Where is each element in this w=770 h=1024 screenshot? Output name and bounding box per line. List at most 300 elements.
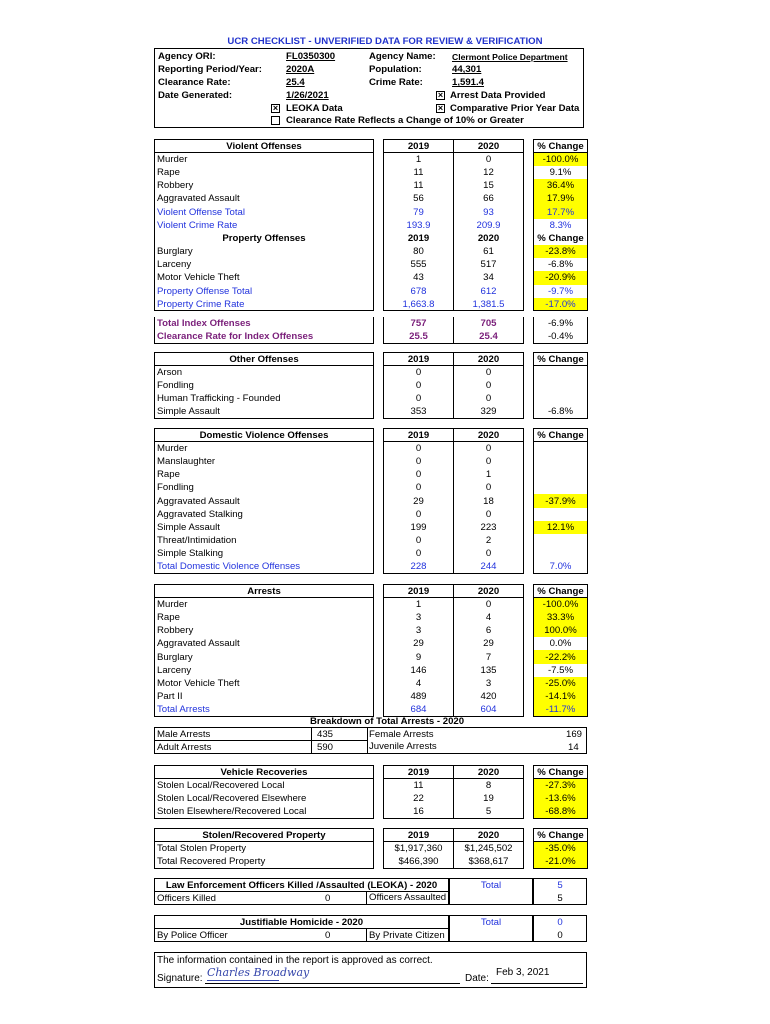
row-value-2020: 3 [454,677,524,690]
row-label: Total Stolen Property [155,842,374,855]
leoka-totals-box [533,878,587,905]
male-arrests-value: 435 [317,729,334,740]
row-value-2020: 329 [454,405,524,418]
homicide-total-police: 0 [557,917,563,928]
stolen-property-rows [155,842,588,868]
stolen-property-table [154,828,588,869]
row-label: Stolen Local/Recovered Local [155,779,374,792]
leoka-data-label: LEOKA Data [286,103,343,114]
row-percent-change: -23.8% [534,245,588,258]
signature-line [205,983,460,984]
row-label: Murder [155,598,374,611]
row-percent-change: 17.9% [534,192,588,205]
table-row [155,779,588,792]
row-value-2019: 0 [384,379,454,392]
row-value-2020: 93 [454,205,524,218]
female-arrests-value: 169 [566,729,583,740]
row-percent-change: -100.0% [534,153,588,166]
table-row [155,598,588,611]
other-year2-header: 2020 [454,353,524,366]
row-label: Aggravated Assault [155,192,374,205]
row-value-2020: 5 [454,805,524,818]
officers-assaulted-label: Officers Assaulted [369,892,447,903]
row-value-2020: 0 [454,442,524,455]
row-value-2020: 15 [454,179,524,192]
row-label: Arson [155,366,374,379]
table-row [155,521,588,534]
row-percent-change: -9.7% [534,285,588,298]
row-value-2020: 517 [454,258,524,271]
stolen-property-section [154,828,587,869]
row-percent-change: 0.0% [534,637,588,650]
row-value-2020: 0 [454,481,524,494]
row-value-2019: 1 [384,153,454,166]
vehicle-recoveries-table [154,765,588,819]
table-row [155,153,588,166]
table-row [155,677,588,690]
row-value-2019: 555 [384,258,454,271]
period-value: 2020A [286,64,315,75]
table-row [155,792,588,805]
row-value-2020: 612 [454,285,524,298]
row-value-2019: 678 [384,285,454,298]
row-value-2019: 0 [384,392,454,405]
leoka-title: Law Enforcement Officers Killed /Assaulted (LEOKA) - 2020 [165,880,438,891]
row-label: Rape [155,166,374,179]
offense-table [154,139,588,344]
table-row [155,205,588,218]
table-row [155,317,588,330]
row-value-2020: 420 [454,690,524,703]
row-value-2020: $368,617 [454,855,524,868]
row-value-2019: 9 [384,650,454,663]
juvenile-arrests-label: Juvenile Arrests [369,741,437,752]
row-percent-change: 33.3% [534,611,588,624]
row-label: Murder [155,153,374,166]
homicide-total-box [449,915,533,942]
row-value-2020: 2 [454,534,524,547]
stolen-property-header: Stolen/Recovered Property [155,829,374,842]
row-percent-change [534,481,588,494]
table-row [155,650,588,663]
table-row [155,192,588,205]
clearance-value: 25.4 [286,77,305,88]
approval-statement: The information contained in the report is approved as correct. [157,955,433,966]
domestic-violence-section [154,428,587,574]
officers-killed-label: Officers Killed [157,893,217,904]
violent-offenses-header: Violent Offenses [155,140,374,153]
row-percent-change: -6.8% [534,258,588,271]
stolen-change-header: % Change [534,829,588,842]
row-value-2019: 56 [384,192,454,205]
agency-name-label: Agency Name: [369,51,436,62]
table-row [155,245,588,258]
row-value-2020: 0 [454,547,524,560]
row-label: Property Offense Total [155,285,374,298]
row-value-2020: 6 [454,624,524,637]
table-row [155,508,588,521]
table-row [155,330,588,343]
homicide-total-label: Total [480,917,502,928]
row-label: Human Trafficking - Founded [155,392,374,405]
row-value-2019: 79 [384,205,454,218]
row-value-2020: 18 [454,494,524,507]
row-value-2019: 4 [384,677,454,690]
clearance-change-checkbox[interactable] [271,116,280,125]
row-value-2020: 0 [454,153,524,166]
row-percent-change: -20.9% [534,271,588,284]
population-label: Population: [369,64,422,75]
agency-ori-label: Agency ORI: [158,51,216,62]
row-percent-change: 8.3% [534,219,588,232]
row-value-2019: 757 [384,317,454,330]
table-row [155,179,588,192]
row-percent-change: -35.0% [534,842,588,855]
other-change-header: % Change [534,353,588,366]
violent-year2-header: 2020 [454,140,524,153]
other-offense-rows [155,366,588,419]
stolen-year1-header: 2019 [384,829,454,842]
date-generated-value: 1/26/2021 [286,90,329,101]
violent-change-header: % Change [534,140,588,153]
date-label: Date: [465,973,489,984]
row-value-2020: 604 [454,703,524,716]
row-label: Total Recovered Property [155,855,374,868]
table-row [155,285,588,298]
row-value-2019: 11 [384,779,454,792]
row-value-2020: 61 [454,245,524,258]
row-percent-change: -17.0% [534,298,588,311]
vehicle-recoveries-header: Vehicle Recoveries [155,766,374,779]
row-value-2020: 0 [454,379,524,392]
juvenile-arrests-value: 14 [568,742,579,753]
adult-arrests-label: Adult Arrests [157,742,212,753]
leoka-total-label: Total [480,880,502,891]
row-label: Simple Stalking [155,547,374,560]
breakdown-title: Breakdown of Total Arrests - 2020 [310,716,465,727]
row-percent-change [534,442,588,455]
row-percent-change: -14.1% [534,690,588,703]
row-value-2019: 29 [384,637,454,650]
row-label: Manslaughter [155,455,374,468]
row-value-2019: 489 [384,690,454,703]
property-year2-header: 2020 [454,232,524,245]
row-label: Motor Vehicle Theft [155,677,374,690]
row-value-2020: 12 [454,166,524,179]
row-value-2020: 244 [454,560,524,573]
row-label: Burglary [155,245,374,258]
row-value-2019: 29 [384,494,454,507]
row-percent-change: 7.0% [534,560,588,573]
violent-year1-header: 2019 [384,140,454,153]
row-label: Stolen Elsewhere/Recovered Local [155,805,374,818]
prior-year-label: Comparative Prior Year Data [450,103,580,114]
table-row [155,366,588,379]
prior-year-checkbox[interactable]: × [437,103,444,113]
row-value-2020: 223 [454,521,524,534]
vehicle-recoveries-section [154,765,587,819]
row-label: Clearance Rate for Index Offenses [155,330,374,343]
row-value-2020: 0 [454,508,524,521]
row-label: Simple Assault [155,405,374,418]
row-percent-change [534,366,588,379]
row-label: Threat/Intimidation [155,534,374,547]
row-label: Larceny [155,258,374,271]
table-row [155,468,588,481]
row-value-2020: 705 [454,317,524,330]
male-arrests-label: Male Arrests [157,729,211,740]
row-value-2020: 1,381.5 [454,298,524,311]
row-label: Aggravated Assault [155,494,374,507]
table-row [155,442,588,455]
row-value-2019: 11 [384,166,454,179]
officers-killed-value: 0 [325,893,331,904]
signature-label: Signature: [157,973,203,984]
property-rows [155,245,588,311]
row-value-2019: 146 [384,664,454,677]
row-value-2020: $1,245,502 [454,842,524,855]
period-label: Reporting Period/Year: [158,64,262,75]
row-value-2020: 4 [454,611,524,624]
row-percent-change: -21.0% [534,855,588,868]
row-value-2019: 353 [384,405,454,418]
table-row [155,494,588,507]
arrests-table [154,584,588,717]
leoka-total-assaulted: 5 [557,893,563,904]
row-percent-change: 17.7% [534,205,588,218]
index-rows [155,317,588,343]
offense-section [154,139,587,344]
row-percent-change: -22.2% [534,650,588,663]
row-label: Total Index Offenses [155,317,374,330]
domestic-change-header: % Change [534,429,588,442]
private-citizen-label: By Private Citizen [369,930,445,941]
row-percent-change: -11.7% [534,703,588,716]
homicide-total-citizen: 0 [557,930,563,941]
crime-rate-value: 1,591.4 [452,77,485,88]
table-row [155,405,588,418]
vehicle-year2-header: 2020 [454,766,524,779]
row-percent-change: 36.4% [534,179,588,192]
table-row [155,534,588,547]
table-row [155,455,588,468]
other-offenses-table [154,352,588,419]
row-percent-change: -68.8% [534,805,588,818]
row-value-2019: 3 [384,624,454,637]
row-label: Part II [155,690,374,703]
table-row [155,258,588,271]
clearance-label: Clearance Rate: [158,77,231,88]
row-value-2019: 0 [384,481,454,494]
row-value-2020: 66 [454,192,524,205]
row-label: Violent Offense Total [155,205,374,218]
row-label: Violent Crime Rate [155,219,374,232]
row-value-2019: 0 [384,442,454,455]
population-value: 44,301 [452,64,482,75]
table-row [155,624,588,637]
row-label: Property Crime Rate [155,298,374,311]
row-value-2020: 29 [454,637,524,650]
table-row [155,379,588,392]
row-value-2019: 0 [384,547,454,560]
row-value-2020: 1 [454,468,524,481]
table-row [155,703,588,716]
row-value-2019: 43 [384,271,454,284]
row-label: Fondling [155,379,374,392]
vehicle-year1-header: 2019 [384,766,454,779]
table-row [155,842,588,855]
table-row [155,664,588,677]
row-label: Robbery [155,624,374,637]
table-row [155,481,588,494]
arrest-data-label: Arrest Data Provided [450,90,546,101]
row-value-2019: 228 [384,560,454,573]
row-value-2019: 3 [384,611,454,624]
row-percent-change: -6.9% [534,317,588,330]
arrests-year2-header: 2020 [454,585,524,598]
row-percent-change [534,455,588,468]
row-percent-change [534,468,588,481]
leoka-total-box [449,878,533,905]
row-percent-change: -37.9% [534,494,588,507]
approval-date: Feb 3, 2021 [496,967,550,978]
agency-name-value: Clermont Police Department [452,52,568,62]
row-label: Fondling [155,481,374,494]
row-value-2019: 0 [384,455,454,468]
other-year1-header: 2019 [384,353,454,366]
row-value-2019: $1,917,360 [384,842,454,855]
domestic-violence-header: Domestic Violence Offenses [155,429,374,442]
leoka-data-checkbox[interactable]: × [272,103,279,113]
row-label: Aggravated Stalking [155,508,374,521]
row-label: Robbery [155,179,374,192]
row-value-2020: 135 [454,664,524,677]
row-value-2020: 209.9 [454,219,524,232]
table-row [155,690,588,703]
vehicle-change-header: % Change [534,766,588,779]
row-value-2019: 22 [384,792,454,805]
row-value-2019: 16 [384,805,454,818]
domestic-violence-table [154,428,588,574]
row-label: Burglary [155,650,374,663]
row-percent-change: -6.8% [534,405,588,418]
row-percent-change: -13.6% [534,792,588,805]
page-title: UCR CHECKLIST - UNVERIFIED DATA FOR REVIEW & VERIFICATION [227,36,543,47]
row-value-2019: 0 [384,508,454,521]
row-value-2019: 1 [384,598,454,611]
row-percent-change [534,379,588,392]
property-offenses-header: Property Offenses [155,232,374,245]
row-value-2020: 0 [454,366,524,379]
property-change-header: % Change [534,232,588,245]
table-row [155,271,588,284]
homicide-title: Justifiable Homicide - 2020 [239,917,364,928]
row-percent-change [534,534,588,547]
police-officer-label: By Police Officer [157,930,228,941]
row-value-2019: 25.5 [384,330,454,343]
table-row [155,219,588,232]
leoka-box [154,878,449,905]
row-value-2019: 11 [384,179,454,192]
date-line [491,983,583,984]
row-label: Larceny [155,664,374,677]
row-percent-change: -7.5% [534,664,588,677]
row-value-2019: 193.9 [384,219,454,232]
date-generated-label: Date Generated: [158,90,233,101]
row-value-2019: $466,390 [384,855,454,868]
arrests-change-header: % Change [534,585,588,598]
table-row [155,547,588,560]
row-percent-change: -25.0% [534,677,588,690]
table-row [155,855,588,868]
row-value-2020: 7 [454,650,524,663]
leoka-total-killed: 5 [557,880,563,891]
signature: Charles Broadway [207,966,310,979]
row-percent-change: 9.1% [534,166,588,179]
clearance-change-label: Clearance Rate Reflects a Change of 10% or Greater [286,115,524,126]
homicide-totals-box [533,915,587,942]
table-row [155,392,588,405]
other-offenses-section [154,352,587,419]
other-offenses-header: Other Offenses [155,353,374,366]
row-percent-change [534,392,588,405]
property-year1-header: 2019 [384,232,454,245]
row-label: Stolen Local/Recovered Elsewhere [155,792,374,805]
table-row [155,637,588,650]
female-arrests-label: Female Arrests [369,729,434,740]
arrests-year1-header: 2019 [384,585,454,598]
homicide-box [154,915,449,942]
vehicle-recovery-rows [155,779,588,819]
domestic-year2-header: 2020 [454,429,524,442]
report-header [154,48,584,128]
table-row [155,611,588,624]
adult-arrests-value: 590 [317,742,334,753]
arrests-section [154,584,587,717]
row-label: Simple Assault [155,521,374,534]
row-value-2019: 0 [384,366,454,379]
row-percent-change: 100.0% [534,624,588,637]
row-percent-change [534,508,588,521]
crime-rate-label: Crime Rate: [369,77,423,88]
row-value-2020: 25.4 [454,330,524,343]
row-label: Rape [155,611,374,624]
row-value-2019: 80 [384,245,454,258]
row-percent-change: -0.4% [534,330,588,343]
row-value-2020: 0 [454,392,524,405]
row-value-2019: 1,663.8 [384,298,454,311]
row-percent-change: -27.3% [534,779,588,792]
agency-ori-value: FL0350300 [286,51,336,62]
police-officer-value: 0 [325,930,331,941]
row-label: Aggravated Assault [155,637,374,650]
row-label: Murder [155,442,374,455]
row-value-2020: 0 [454,455,524,468]
violent-rows [155,153,588,232]
arrest-data-checkbox[interactable]: × [437,90,444,100]
row-label: Motor Vehicle Theft [155,271,374,284]
domestic-violence-rows [155,442,588,574]
stolen-year2-header: 2020 [454,829,524,842]
row-percent-change: -100.0% [534,598,588,611]
arrests-rows [155,598,588,717]
row-value-2020: 34 [454,271,524,284]
table-row [155,560,588,573]
row-value-2019: 0 [384,468,454,481]
row-value-2020: 8 [454,779,524,792]
arrests-header: Arrests [155,585,374,598]
row-value-2020: 19 [454,792,524,805]
